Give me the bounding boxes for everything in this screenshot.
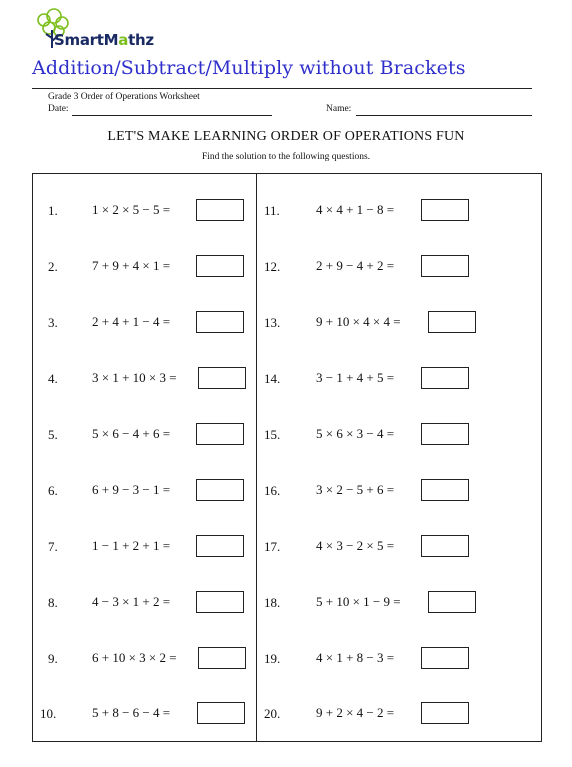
question-number: 7. (48, 539, 58, 554)
question-number: 5. (48, 427, 58, 442)
question-expression: 4 − 3 × 1 + 2 = (92, 594, 171, 609)
question-expression: 5 + 8 − 6 − 4 = (92, 705, 171, 720)
date-label: Date: (48, 104, 69, 114)
answer-box[interactable] (196, 479, 244, 501)
grade-line: Grade 3 Order of Operations Worksheet (48, 92, 200, 102)
name-line (356, 115, 532, 116)
question-number: 18. (264, 595, 281, 610)
question-expression: 2 + 9 − 4 + 2 = (316, 258, 395, 273)
question-expression: 3 × 1 + 10 × 3 = (92, 370, 177, 385)
answer-box[interactable] (421, 702, 469, 724)
question-expression: 6 + 10 × 3 × 2 = (92, 650, 177, 665)
question-expression: 6 + 9 − 3 − 1 = (92, 482, 171, 497)
answer-box[interactable] (421, 255, 469, 277)
answer-box[interactable] (196, 423, 244, 445)
question-number: 9. (48, 651, 58, 666)
question-number: 6. (48, 483, 58, 498)
question-number: 20. (264, 706, 281, 721)
answer-box[interactable] (421, 367, 469, 389)
answer-box[interactable] (421, 423, 469, 445)
answer-box[interactable] (421, 199, 469, 221)
answer-box[interactable] (428, 591, 476, 613)
question-number: 4. (48, 371, 58, 386)
question-number: 14. (264, 371, 281, 386)
answer-box[interactable] (421, 647, 469, 669)
answer-box[interactable] (196, 591, 244, 613)
question-expression: 1 × 2 × 5 − 5 = (92, 202, 171, 217)
question-expression: 3 − 1 + 4 + 5 = (316, 370, 395, 385)
question-expression: 4 × 3 − 2 × 5 = (316, 538, 395, 553)
worksheet-title: Addition/Subtract/Multiply without Brackets (32, 57, 466, 79)
question-number: 8. (48, 595, 58, 610)
answer-box[interactable] (421, 535, 469, 557)
name-label: Name: (326, 104, 352, 114)
question-number: 13. (264, 315, 281, 330)
answer-box[interactable] (428, 311, 476, 333)
title-rule (32, 88, 532, 89)
answer-box[interactable] (196, 199, 244, 221)
answer-box[interactable] (196, 535, 244, 557)
date-line (72, 115, 272, 116)
question-number: 10. (40, 706, 57, 721)
answer-box[interactable] (198, 367, 246, 389)
question-number: 16. (264, 483, 281, 498)
question-number: 1. (48, 203, 58, 218)
question-number: 11. (264, 203, 280, 218)
answer-box[interactable] (198, 647, 246, 669)
question-expression: 3 × 2 − 5 + 6 = (316, 482, 395, 497)
answer-box[interactable] (197, 702, 245, 724)
question-expression: 7 + 9 + 4 × 1 = (92, 258, 171, 273)
logo-wordmark: SmartMathz (54, 31, 154, 49)
answer-box[interactable] (196, 311, 244, 333)
question-expression: 4 × 1 + 8 − 3 = (316, 650, 395, 665)
question-expression: 5 + 10 × 1 − 9 = (316, 594, 401, 609)
answer-box[interactable] (421, 479, 469, 501)
worksheet-heading: LET'S MAKE LEARNING ORDER OF OPERATIONS FUN (107, 129, 465, 144)
question-number: 15. (264, 427, 281, 442)
question-number: 3. (48, 315, 58, 330)
question-number: 17. (264, 539, 281, 554)
question-number: 2. (48, 259, 58, 274)
question-expression: 4 × 4 + 1 − 8 = (316, 202, 395, 217)
instructions: Find the solution to the following questions. (201, 152, 371, 162)
question-expression: 2 + 4 + 1 − 4 = (92, 314, 171, 329)
question-expression: 9 + 2 × 4 − 2 = (316, 705, 395, 720)
question-expression: 5 × 6 − 4 + 6 = (92, 426, 171, 441)
question-number: 19. (264, 651, 281, 666)
question-expression: 1 − 1 + 2 + 1 = (92, 538, 171, 553)
answer-box[interactable] (196, 255, 244, 277)
column-divider (256, 173, 257, 742)
question-expression: 5 × 6 × 3 − 4 = (316, 426, 395, 441)
question-number: 12. (264, 259, 281, 274)
question-expression: 9 + 10 × 4 × 4 = (316, 314, 401, 329)
